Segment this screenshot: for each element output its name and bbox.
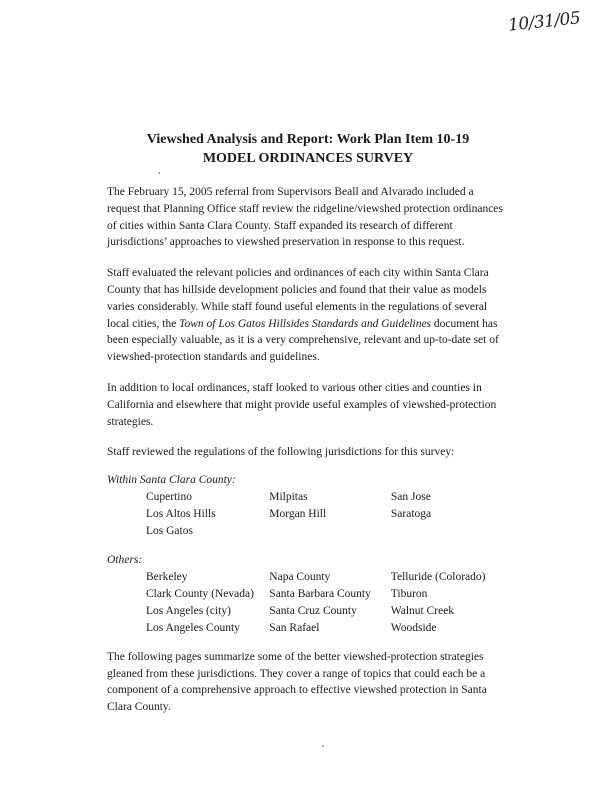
jurisdiction-cell: Berkeley — [146, 570, 188, 583]
table-row — [146, 506, 507, 523]
scan-speck — [322, 745, 324, 747]
others-heading: Others: — [107, 553, 143, 566]
jurisdiction-cell: Clark County (Nevada) — [146, 587, 254, 600]
jurisdiction-cell: Woodside — [390, 621, 437, 634]
jurisdiction-cell: Los Angeles County — [146, 621, 240, 634]
table-row — [146, 569, 507, 586]
jurisdiction-cell: Los Gatos — [146, 524, 193, 537]
paragraph-referral: The February 15, 2005 referral from Supervisors Beall and Alvarado included a request that Planning Office staff review the ridgeline/viewshed protection ordinances of cities within Santa Clara County. Staff expanded its research of different jurisdictions’ approaches to viewshed preservation in response to this request. — [107, 186, 503, 249]
jurisdiction-cell: Cupertino — [146, 490, 192, 503]
los-gatos-document-title: Town of Los Gatos Hillsides Standards and Guidelines — [179, 317, 432, 330]
title-line-2: MODEL ORDINANCES SURVEY — [202, 151, 414, 166]
paragraph-local-policies — [107, 265, 507, 366]
jurisdiction-cell: Santa Barbara County — [269, 587, 371, 600]
table-row — [146, 620, 507, 637]
table-row — [146, 489, 507, 506]
document-title — [0, 130, 616, 168]
table-row — [146, 603, 507, 620]
table-row — [146, 523, 507, 540]
paragraph-local-policies-text-a: Staff evaluated the relevant policies and ordinances of each city within Santa Clara County that has hillside development policies and found that their value as models varies considerably. While staff found useful elements in the regulations of several local cities, the — [107, 267, 489, 330]
within-county-heading: Within Santa Clara County: — [107, 474, 236, 487]
jurisdiction-cell: Walnut Creek — [390, 604, 455, 617]
jurisdiction-cell: Telluride (Colorado) — [390, 570, 486, 583]
jurisdiction-cell — [269, 523, 391, 540]
jurisdiction-cell: San Jose — [390, 490, 431, 503]
paragraph-local-policies-text-b: document has been especially valuable, as it is a very comprehensive, relevant and up-to-date set of viewshed-protection standards and guidelines. — [107, 317, 499, 364]
jurisdiction-cell: Napa County — [269, 570, 331, 583]
others-table — [146, 569, 507, 637]
within-county-table — [146, 489, 507, 540]
jurisdiction-cell: Morgan Hill — [269, 507, 327, 520]
paragraph-summary: The following pages summarize some of the better viewshed-protection strategies gleaned from these jurisdictions. They cover a range of topics that could each be a component of a comprehensive approach to effective viewshed protection in Santa Clara County. — [107, 650, 487, 714]
document-body — [107, 184, 507, 730]
jurisdiction-cell: Saratoga — [390, 507, 432, 520]
paragraph-other-jurisdictions: In addition to local ordinances, staff looked to various other cities and counties in California and elsewhere that might provide useful examples of viewshed-protection strategies. — [107, 381, 497, 428]
jurisdiction-cell — [391, 523, 507, 540]
paragraph-reviewed-intro: Staff reviewed the regulations of the following jurisdictions for this survey: — [107, 446, 455, 459]
scan-speck — [158, 172, 160, 174]
handwritten-date-annotation: 10/31/05 — [507, 8, 582, 36]
jurisdiction-cell: Los Angeles (city) — [146, 604, 231, 617]
jurisdiction-cell: San Rafael — [269, 621, 320, 634]
table-row — [146, 586, 507, 603]
jurisdiction-cell: Milpitas — [269, 490, 308, 503]
jurisdiction-cell: Santa Cruz County — [269, 604, 357, 617]
jurisdiction-cell: Tiburon — [390, 587, 428, 600]
jurisdiction-cell: Los Altos Hills — [146, 507, 216, 520]
title-line-1: Viewshed Analysis and Report: Work Plan Item 10-19 — [146, 132, 470, 147]
